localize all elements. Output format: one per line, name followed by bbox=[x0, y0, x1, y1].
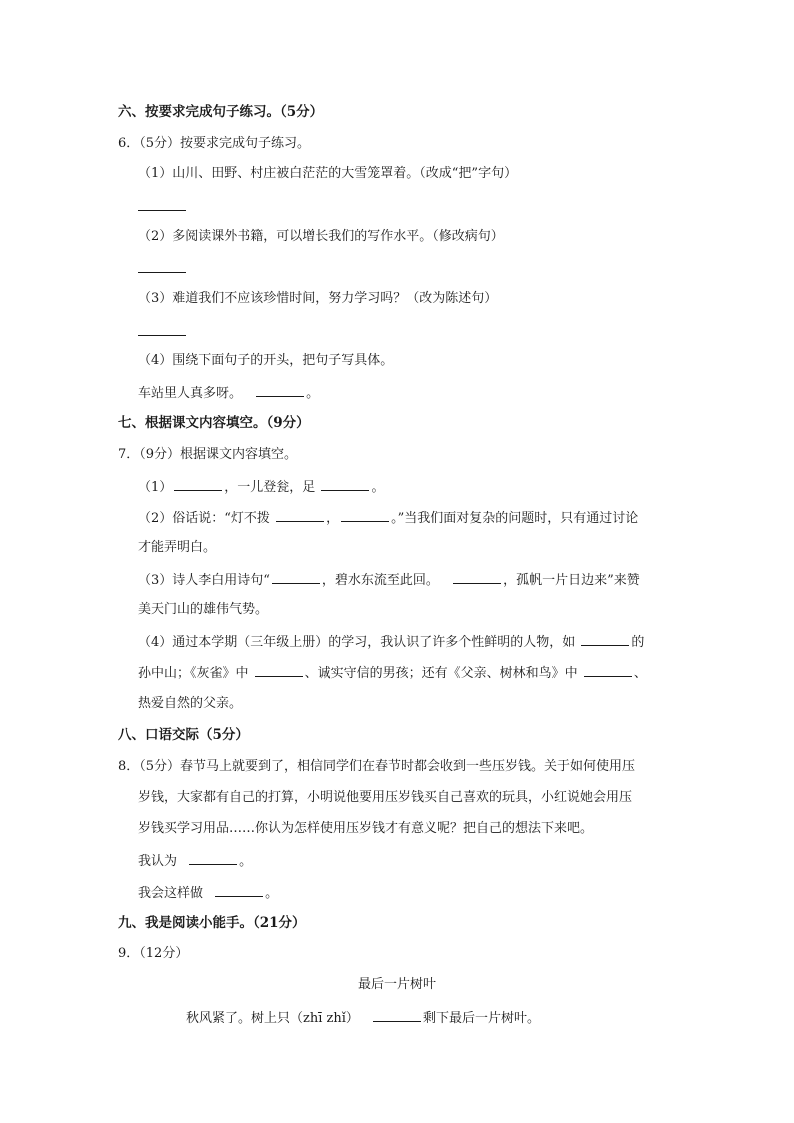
answer-blank-6-2[interactable] bbox=[138, 272, 186, 273]
question-7-part-1 bbox=[138, 476, 384, 498]
question-7-part-4-cont: 热爱自然的父亲。 bbox=[138, 696, 243, 711]
answer-blank-7-1b[interactable] bbox=[321, 476, 369, 491]
answer-blank-6-3[interactable] bbox=[138, 335, 186, 336]
question-8-answer-1 bbox=[138, 850, 252, 872]
text: 。 bbox=[239, 854, 253, 869]
answer-blank-7-1a[interactable] bbox=[174, 476, 222, 491]
text: ，一儿登瓮，足 bbox=[224, 480, 316, 495]
text: 我会这样做 bbox=[138, 886, 204, 901]
answer-blank-7-3a[interactable] bbox=[272, 569, 320, 584]
answer-blank-7-4a[interactable] bbox=[581, 631, 629, 646]
text: ， bbox=[326, 511, 340, 526]
section-7-heading: 七、根据课文内容填空。（9分） bbox=[118, 415, 310, 431]
question-7-part-2 bbox=[138, 507, 638, 529]
text: 孙中山；《灰雀》中 bbox=[138, 666, 249, 681]
question-8-line-3: 岁钱买学习用品……你认为怎样使用压岁钱才有意义呢？把自己的想法下来吧。 bbox=[138, 821, 594, 836]
question-6-part-2: （2）多阅读课外书籍，可以增长我们的写作水平。（修改病句） bbox=[138, 229, 504, 244]
question-7-part-3 bbox=[138, 569, 640, 591]
text: ，孤帆一片日边来”来赞 bbox=[503, 573, 640, 588]
answer-blank-9-1[interactable] bbox=[373, 1007, 421, 1022]
text: 我认为 bbox=[138, 854, 178, 869]
text: 。 bbox=[306, 386, 320, 401]
question-6-part-1: （1）山川、田野、村庄被白茫茫的大雪笼罩着。（改成“把”字句） bbox=[138, 166, 518, 181]
text: 车站里人真多呀。 bbox=[138, 386, 243, 401]
answer-blank-6-4[interactable] bbox=[256, 382, 304, 397]
section-8-heading: 八、口语交际（5分） bbox=[118, 727, 249, 743]
text: （3）诗人李白用诗句“ bbox=[138, 573, 270, 588]
question-7: 7．（9分）根据课文内容填空。 bbox=[118, 447, 298, 462]
question-7-part-4 bbox=[138, 631, 644, 653]
answer-blank-7-2b[interactable] bbox=[341, 507, 389, 522]
question-8-line-1: 8．（5分）春节马上就要到了，相信同学们在春节时都会收到一些压岁钱。关于如何使用压 bbox=[118, 759, 636, 774]
question-7-part-2-cont: 才能弄明白。 bbox=[138, 540, 217, 555]
answer-blank-7-2a[interactable] bbox=[276, 507, 324, 522]
text: 。”当我们面对复杂的问题时，只有通过讨论 bbox=[391, 511, 639, 526]
text: （4）通过本学期（三年级上册）的学习，我认识了许多个性鲜明的人物，如 bbox=[138, 635, 576, 650]
question-9: 9．（12分） bbox=[118, 946, 189, 961]
text: 剩下最后一片树叶。 bbox=[423, 1011, 541, 1026]
answer-blank-8-2[interactable] bbox=[215, 882, 263, 897]
reading-title: 最后一片树叶 bbox=[357, 977, 436, 992]
section-6-heading: 六、按要求完成句子练习。（5分） bbox=[118, 104, 324, 120]
text: （1） bbox=[138, 480, 173, 495]
answer-blank-7-4b[interactable] bbox=[255, 662, 303, 677]
text: 。 bbox=[371, 480, 385, 495]
text: 的 bbox=[631, 635, 645, 650]
question-8-line-2: 岁钱，大家都有自己的打算，小明说他要用压岁钱买自己喜欢的玩具，小红说她会用压 bbox=[138, 790, 633, 805]
question-6: 6．（5分）按要求完成句子练习。 bbox=[118, 136, 311, 151]
text: 、 bbox=[633, 666, 647, 681]
reading-line-1 bbox=[186, 1007, 540, 1029]
text: 。 bbox=[265, 886, 279, 901]
text: ，碧水东流至此回。 bbox=[321, 573, 439, 588]
question-6-part-4: （4）围绕下面句子的开头，把句子写具体。 bbox=[138, 353, 394, 368]
question-7-part-4-line-2 bbox=[138, 662, 647, 684]
text: 秋风紧了。树上只（zhī zhǐ） bbox=[186, 1011, 359, 1026]
question-6-part-3: （3）难道我们不应该珍惜时间，努力学习吗？（改为陈述句） bbox=[138, 291, 498, 306]
text: 、诚实守信的男孩；还有《父亲、树林和鸟》中 bbox=[304, 666, 578, 681]
answer-blank-7-4c[interactable] bbox=[584, 662, 632, 677]
question-7-part-3-cont: 美天门山的雄伟气势。 bbox=[138, 602, 269, 617]
text: （2）俗话说：“灯不拨 bbox=[138, 511, 270, 526]
question-8-answer-2 bbox=[138, 882, 278, 904]
question-6-part-4-line bbox=[138, 382, 319, 404]
answer-blank-6-1[interactable] bbox=[138, 210, 186, 211]
answer-blank-8-1[interactable] bbox=[189, 850, 237, 865]
answer-blank-7-3b[interactable] bbox=[453, 569, 501, 584]
section-9-heading: 九、我是阅读小能手。（21分） bbox=[118, 915, 306, 931]
